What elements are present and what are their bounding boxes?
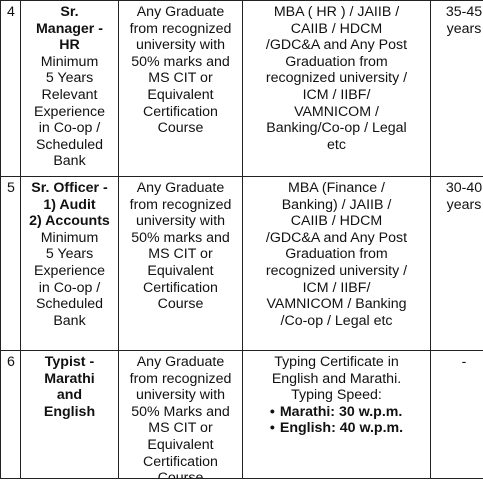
preferred-qualification-line: Graduation from [285,246,388,263]
post-title-line: Marathi [44,370,95,387]
preferred-qualification-line: MBA (Finance / [288,180,385,196]
post-title-line: Sr. Officer - [31,180,108,196]
experience-line: Relevant [41,86,98,103]
age-limit-line: years [446,20,482,37]
experience-line: Bank [53,312,86,329]
experience-line: Scheduled [35,296,104,313]
typing-speed-item: • Marathi: 30 w.p.m. [270,404,403,421]
qualification-line: 50% marks and [131,229,230,246]
qualification-line: MS CIT or [148,70,213,87]
qualification-line: university with [135,387,226,404]
next-row-edge [0,478,483,503]
age-limit-cell [431,351,483,490]
table-row [1,1,483,177]
age-limit-line: - [461,354,467,370]
preferred-qualification-line: Banking) / JAIIB / [281,196,392,213]
qualification-line: university with [135,37,226,54]
serial-number-cell: 6 [1,351,21,490]
post-title-line: HR [59,37,80,54]
qualification-cell [119,1,243,177]
preferred-qualification-line: recognized university / [265,262,408,279]
qualification-cell [119,177,243,351]
preferred-qualification-line: etc [327,136,346,153]
preferred-qualification-line: Graduation from [285,53,388,70]
experience-line: 5 Years [45,70,94,87]
preferred-qualification-cell [243,1,431,177]
qualification-line: Equivalent [147,436,214,453]
experience-line: Experience [34,262,105,279]
qualification-line: from recognized [129,196,232,213]
preferred-qualification-line: CAIIB / HDCM [290,20,383,37]
age-limit-line: 35-45 [445,4,483,20]
experience-line: Bank [53,153,86,170]
typing-speed-list [270,404,403,437]
serial-number-cell: 4 [1,1,21,177]
post-title-line: English [43,403,96,420]
post-title-line: 1) Audit [43,196,96,213]
qualification-line: Any Graduate [136,4,225,20]
post-cell [21,177,119,351]
post-title-line: Typist - [44,354,95,370]
preferred-qualification-line: ICM / IIBF/ [302,86,371,103]
qualification-line: Any Graduate [136,354,225,370]
experience-line: in Co-op / [38,279,101,296]
preferred-qualification-line: Typing Certificate in [274,354,399,370]
qualification-line: Certification [143,453,218,470]
preferred-qualification-line: /GDC&A and Any Post [265,37,408,54]
preferred-qualification-line: Typing Speed: [291,387,382,404]
qualification-line: Equivalent [147,262,214,279]
qualification-line: university with [135,213,226,230]
preferred-qualification-line: recognized university / [265,70,408,87]
preferred-qualification-line: /GDC&A and Any Post [265,229,408,246]
preferred-qualification-line: Banking/Co-op / Legal [266,120,407,137]
experience-line: Scheduled [35,136,104,153]
qualification-line: Course [157,120,204,137]
qualification-line: Any Graduate [136,180,225,196]
post-title-line: Sr. [60,4,79,20]
qualification-line: from recognized [129,20,232,37]
experience-line: 5 Years [45,246,94,263]
qualification-cell [119,351,243,490]
qualification-line: Certification [143,279,218,296]
qualification-line: Course [157,296,204,313]
preferred-qualification-line: MBA ( HR ) / JAIIB / [273,4,400,20]
preferred-qualification-line: CAIIB / HDCM [290,213,383,230]
qualification-line: 50% Marks and [131,403,230,420]
post-title-line: Manager - [35,20,103,37]
post-title-line: 2) Accounts [29,213,110,230]
qualification-line: from recognized [129,370,232,387]
preferred-qualification-line: ICM / IIBF/ [302,279,371,296]
qualification-line: 50% marks and [131,53,230,70]
qualification-line: Equivalent [147,86,214,103]
table-row [1,351,483,490]
post-cell [21,351,119,490]
age-limit-line: 30-40 [445,180,483,196]
experience-line: Minimum [40,229,99,246]
preferred-qualification-line: English and Marathi. [271,370,402,387]
experience-line: in Co-op / [38,120,101,137]
preferred-qualification-line: /Co-op / Legal etc [280,312,393,329]
post-cell [21,1,119,177]
preferred-qualification-cell [243,177,431,351]
qualification-line: MS CIT or [148,420,213,437]
age-limit-line: years [446,196,482,213]
post-title-line: and [56,387,83,404]
experience-line: Experience [34,103,105,120]
preferred-qualification-cell [243,351,431,490]
qualification-line: MS CIT or [148,246,213,263]
preferred-qualification-line: VAMNICOM / Banking [266,296,407,313]
experience-line: Minimum [40,53,99,70]
preferred-qualification-line: VAMNICOM / [294,103,379,120]
qualification-line: Certification [143,103,218,120]
table-row [1,177,483,351]
typing-speed-item: • English: 40 w.p.m. [270,420,403,437]
serial-number-cell: 5 [1,177,21,351]
age-limit-cell [431,1,483,177]
age-limit-cell [431,177,483,351]
